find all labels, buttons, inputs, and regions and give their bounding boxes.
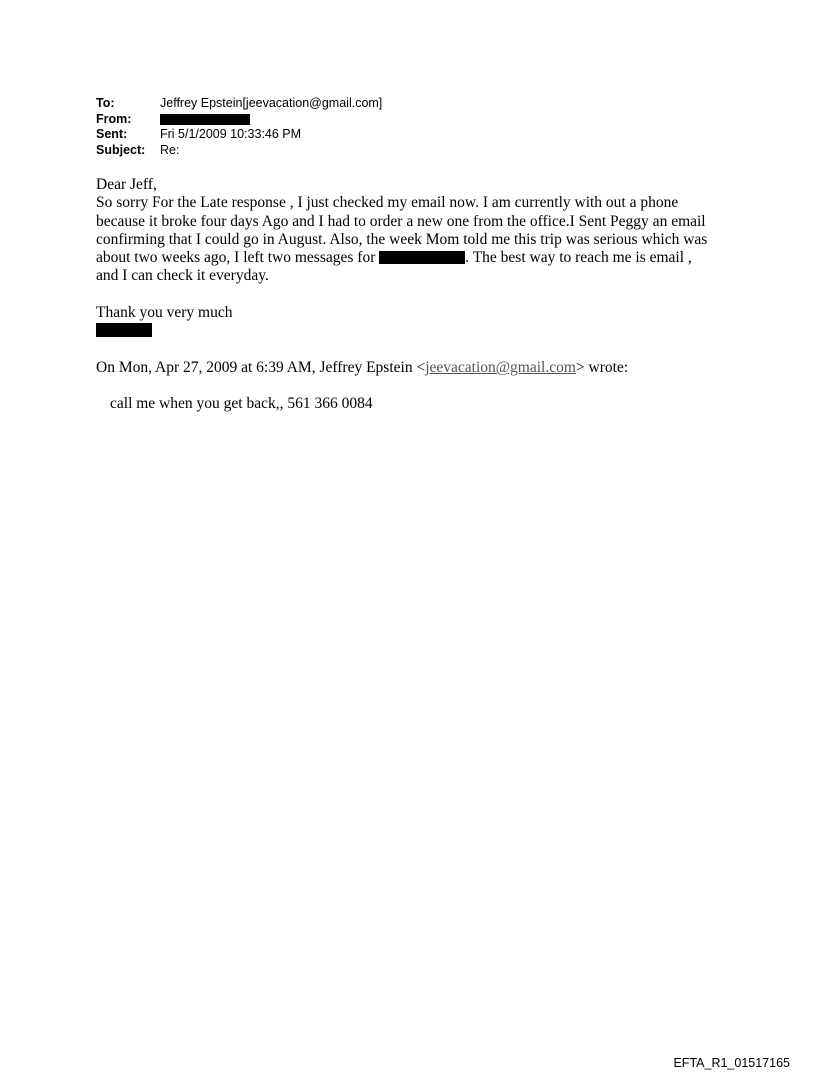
message-text-part1: So sorry For the Late response , I just checked my email now. I am currently with out a phone because it broke four days Ago and I had to order a new one from the office.I Sent Peggy an email confirming that I could go in August. Also, the week Mom told me this trip was serious which was about two weeks ago, I left two messages for	[96, 194, 708, 267]
quote-intro-suffix: > wrote:	[575, 359, 629, 377]
from-redaction	[160, 114, 250, 125]
quoted-message: call me when you get back,, 561 366 0084	[110, 394, 373, 412]
subject-row	[96, 143, 382, 159]
from-label: From:	[96, 111, 132, 126]
to-row	[96, 96, 382, 112]
subject-label: Subject:	[96, 142, 146, 157]
to-label: To:	[96, 96, 115, 110]
email-body	[96, 176, 716, 413]
closing: Thank you very much	[96, 303, 233, 321]
sent-value: Fri 5/1/2009 10:33:46 PM	[160, 127, 302, 141]
quote-intro-prefix: On Mon, Apr 27, 2009 at 6:39 AM, Jeffrey Epstein <	[96, 359, 426, 377]
email-header	[96, 96, 382, 158]
subject-value: Re:	[160, 142, 180, 157]
from-row	[96, 112, 382, 128]
message-text-part2: . The best way to reach me is email , and I can check it everyday.	[96, 249, 692, 285]
to-value: Jeffrey Epstein[jeevacation@gmail.com]	[160, 96, 383, 110]
sent-row	[96, 127, 382, 143]
document-id: EFTA_R1_01517165	[673, 1056, 790, 1070]
message-paragraph	[96, 194, 716, 285]
sent-label: Sent:	[96, 127, 128, 141]
greeting: Dear Jeff,	[96, 176, 157, 193]
inline-redaction	[379, 251, 465, 264]
signature-redaction	[96, 323, 152, 337]
quoted-email-link[interactable]: jeevacation@gmail.com	[425, 359, 576, 377]
quote-intro	[96, 359, 716, 377]
